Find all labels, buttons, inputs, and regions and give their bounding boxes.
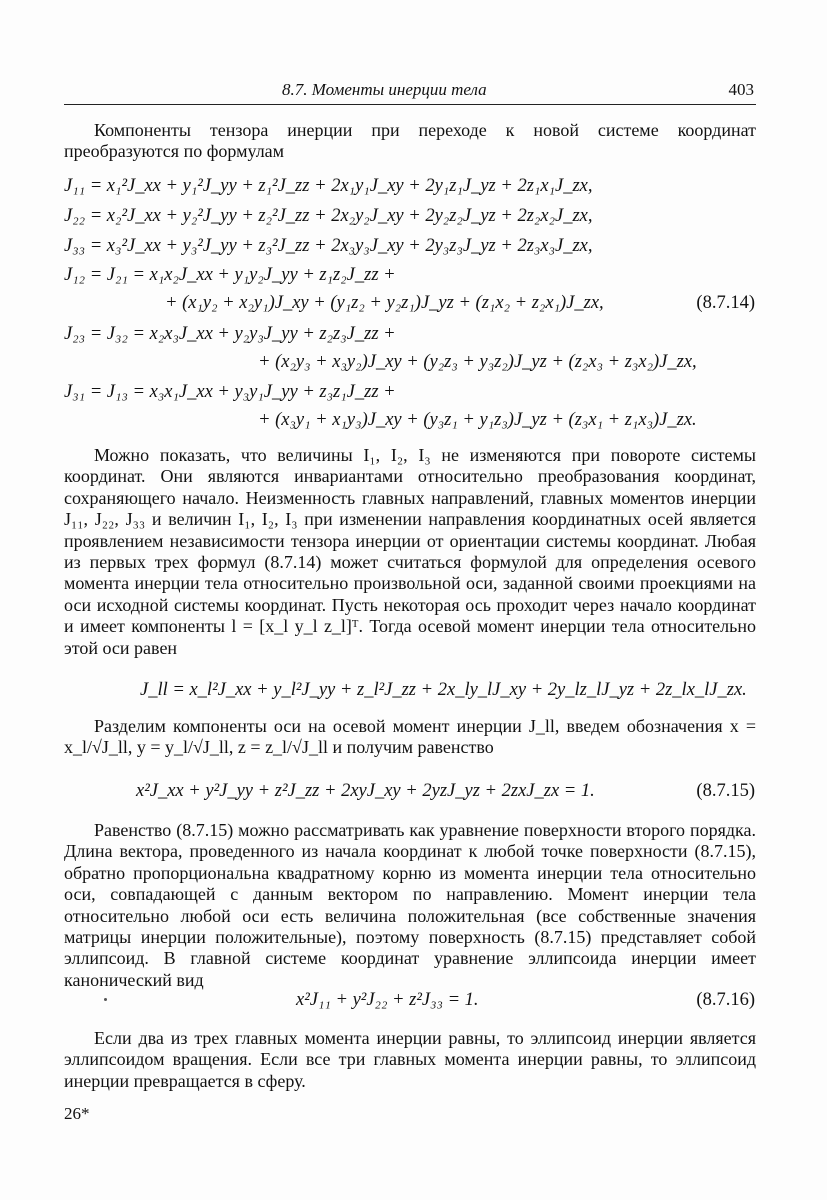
equation-number-8-7-14: (8.7.14) xyxy=(696,293,755,313)
paragraph-invariants: Можно показать, что величины I₁, I₂, I₃ не изменяются при повороте системы координат. Они являются инвариантами относительно преобразования координат, сохраняющего начало. Неизменность главных направлений, главных моментов инерции J₁₁, J₂₂, J₃₃ и величин I₁, I₂, I₃ при изменении направления координатных осей является проявлением независимости тензора инерции от ориентации системы координат. Любая из первых трех формул (8.7.14) может считаться формулой для определения осевого момента инерции тела относительно произвольной оси, заданной своими проекциями на оси исходной системы координат. Пусть некоторая ось проходит через начало координат и имеет компоненты l = [x_l y_l z_l]ᵀ. Тогда осевой момент инерции тела относительно этой оси равен xyxy=(64,445,756,658)
equation-jll: J_ll = x_l²J_xx + y_l²J_yy + z_l²J_zz + 2x_ly_lJ_xy + 2y_lz_lJ_yz + 2z_lx_lJ_zx. xyxy=(140,680,747,700)
equation-8-7-15: x²J_xx + y²J_yy + z²J_zz + 2xyJ_xy + 2yzJ_yz + 2zxJ_zx = 1. xyxy=(136,781,595,801)
equation-8-7-16: x²J₁₁ + y²J₂₂ + z²J₃₃ = 1. xyxy=(296,990,479,1010)
running-header xyxy=(64,78,756,105)
equation-j31-line2: + (x₃y₁ + x₁y₃)J_xy + (y₃z₁ + y₁z₃)J_yz + (z₃x₁ + z₁x₃)J_zx. xyxy=(258,410,697,430)
equation-j12-line1: J₁₂ = J₂₁ = x₁x₂J_xx + y₁y₂J_yy + z₁z₂J_zz + xyxy=(64,265,396,285)
print-speck xyxy=(104,998,107,1001)
equation-number-8-7-15: (8.7.15) xyxy=(696,781,755,801)
paragraph-normalization: Разделим компоненты оси на осевой момент инерции J_ll, введем обозначения x = x_l/√J_ll, y = y_l/√J_ll, z = z_l/√J_ll и получим равенство xyxy=(64,716,756,758)
intro-paragraph: Компоненты тензора инерции при переходе к новой системе координат преобразуются по формулам xyxy=(64,120,756,162)
paragraph-conclusion: Если два из трех главных момента инерции равны, то эллипсоид инерции является эллипсоидом вращения. Если все три главных момента инерции равны, то эллипсоид инерции превращается в сферу. xyxy=(64,1028,756,1091)
equation-j33: J₃₃ = x₃²J_xx + y₃²J_yy + z₃²J_zz + 2x₃y₃J_xy + 2y₃z₃J_yz + 2z₃x₃J_zx, xyxy=(64,236,593,256)
equation-j23-line1: J₂₃ = J₃₂ = x₂x₃J_xx + y₂y₃J_yy + z₂z₃J_zz + xyxy=(64,324,396,344)
equation-j12-line2: + (x₁y₂ + x₂y₁)J_xy + (y₁z₂ + y₂z₁)J_yz + (z₁x₂ + z₂x₁)J_zx, xyxy=(165,293,604,313)
equation-j31-line1: J₃₁ = J₁₃ = x₃x₁J_xx + y₃y₁J_yy + z₃z₁J_zz + xyxy=(64,382,396,402)
page-number: 403 xyxy=(728,80,754,99)
paragraph-ellipsoid: Равенство (8.7.15) можно рассматривать как уравнение поверхности второго порядка. Длина вектора, проведенного из начала координат к любой точке поверхности (8.7.15), обратно пропорциональна квадратному корню из момента инерции тела относительно оси, совпадающей с данным вектором по направлению. Момент инерции тела относительно любой оси есть величина положительная (все собственные значения матрицы инерции положительные), поэтому поверхность (8.7.15) представляет собой эллипсоид. В главной системе координат уравнение эллипсоида инерции имеет канонический вид xyxy=(64,820,756,990)
signature-mark: 26* xyxy=(64,1104,90,1123)
equation-number-8-7-16: (8.7.16) xyxy=(696,990,755,1010)
equation-j22: J₂₂ = x₂²J_xx + y₂²J_yy + z₂²J_zz + 2x₂y₂J_xy + 2y₂z₂J_yz + 2z₂x₂J_zx, xyxy=(64,206,593,226)
equation-j11: J₁₁ = x₁²J_xx + y₁²J_yy + z₁²J_zz + 2x₁y₁J_xy + 2y₁z₁J_yz + 2z₁x₁J_zx, xyxy=(64,176,593,196)
section-title: 8.7. Моменты инерции тела xyxy=(282,80,487,99)
equation-j23-line2: + (x₂y₃ + x₃y₂)J_xy + (y₂z₃ + y₃z₂)J_yz + (z₂x₃ + z₃x₂)J_zx, xyxy=(258,352,697,372)
